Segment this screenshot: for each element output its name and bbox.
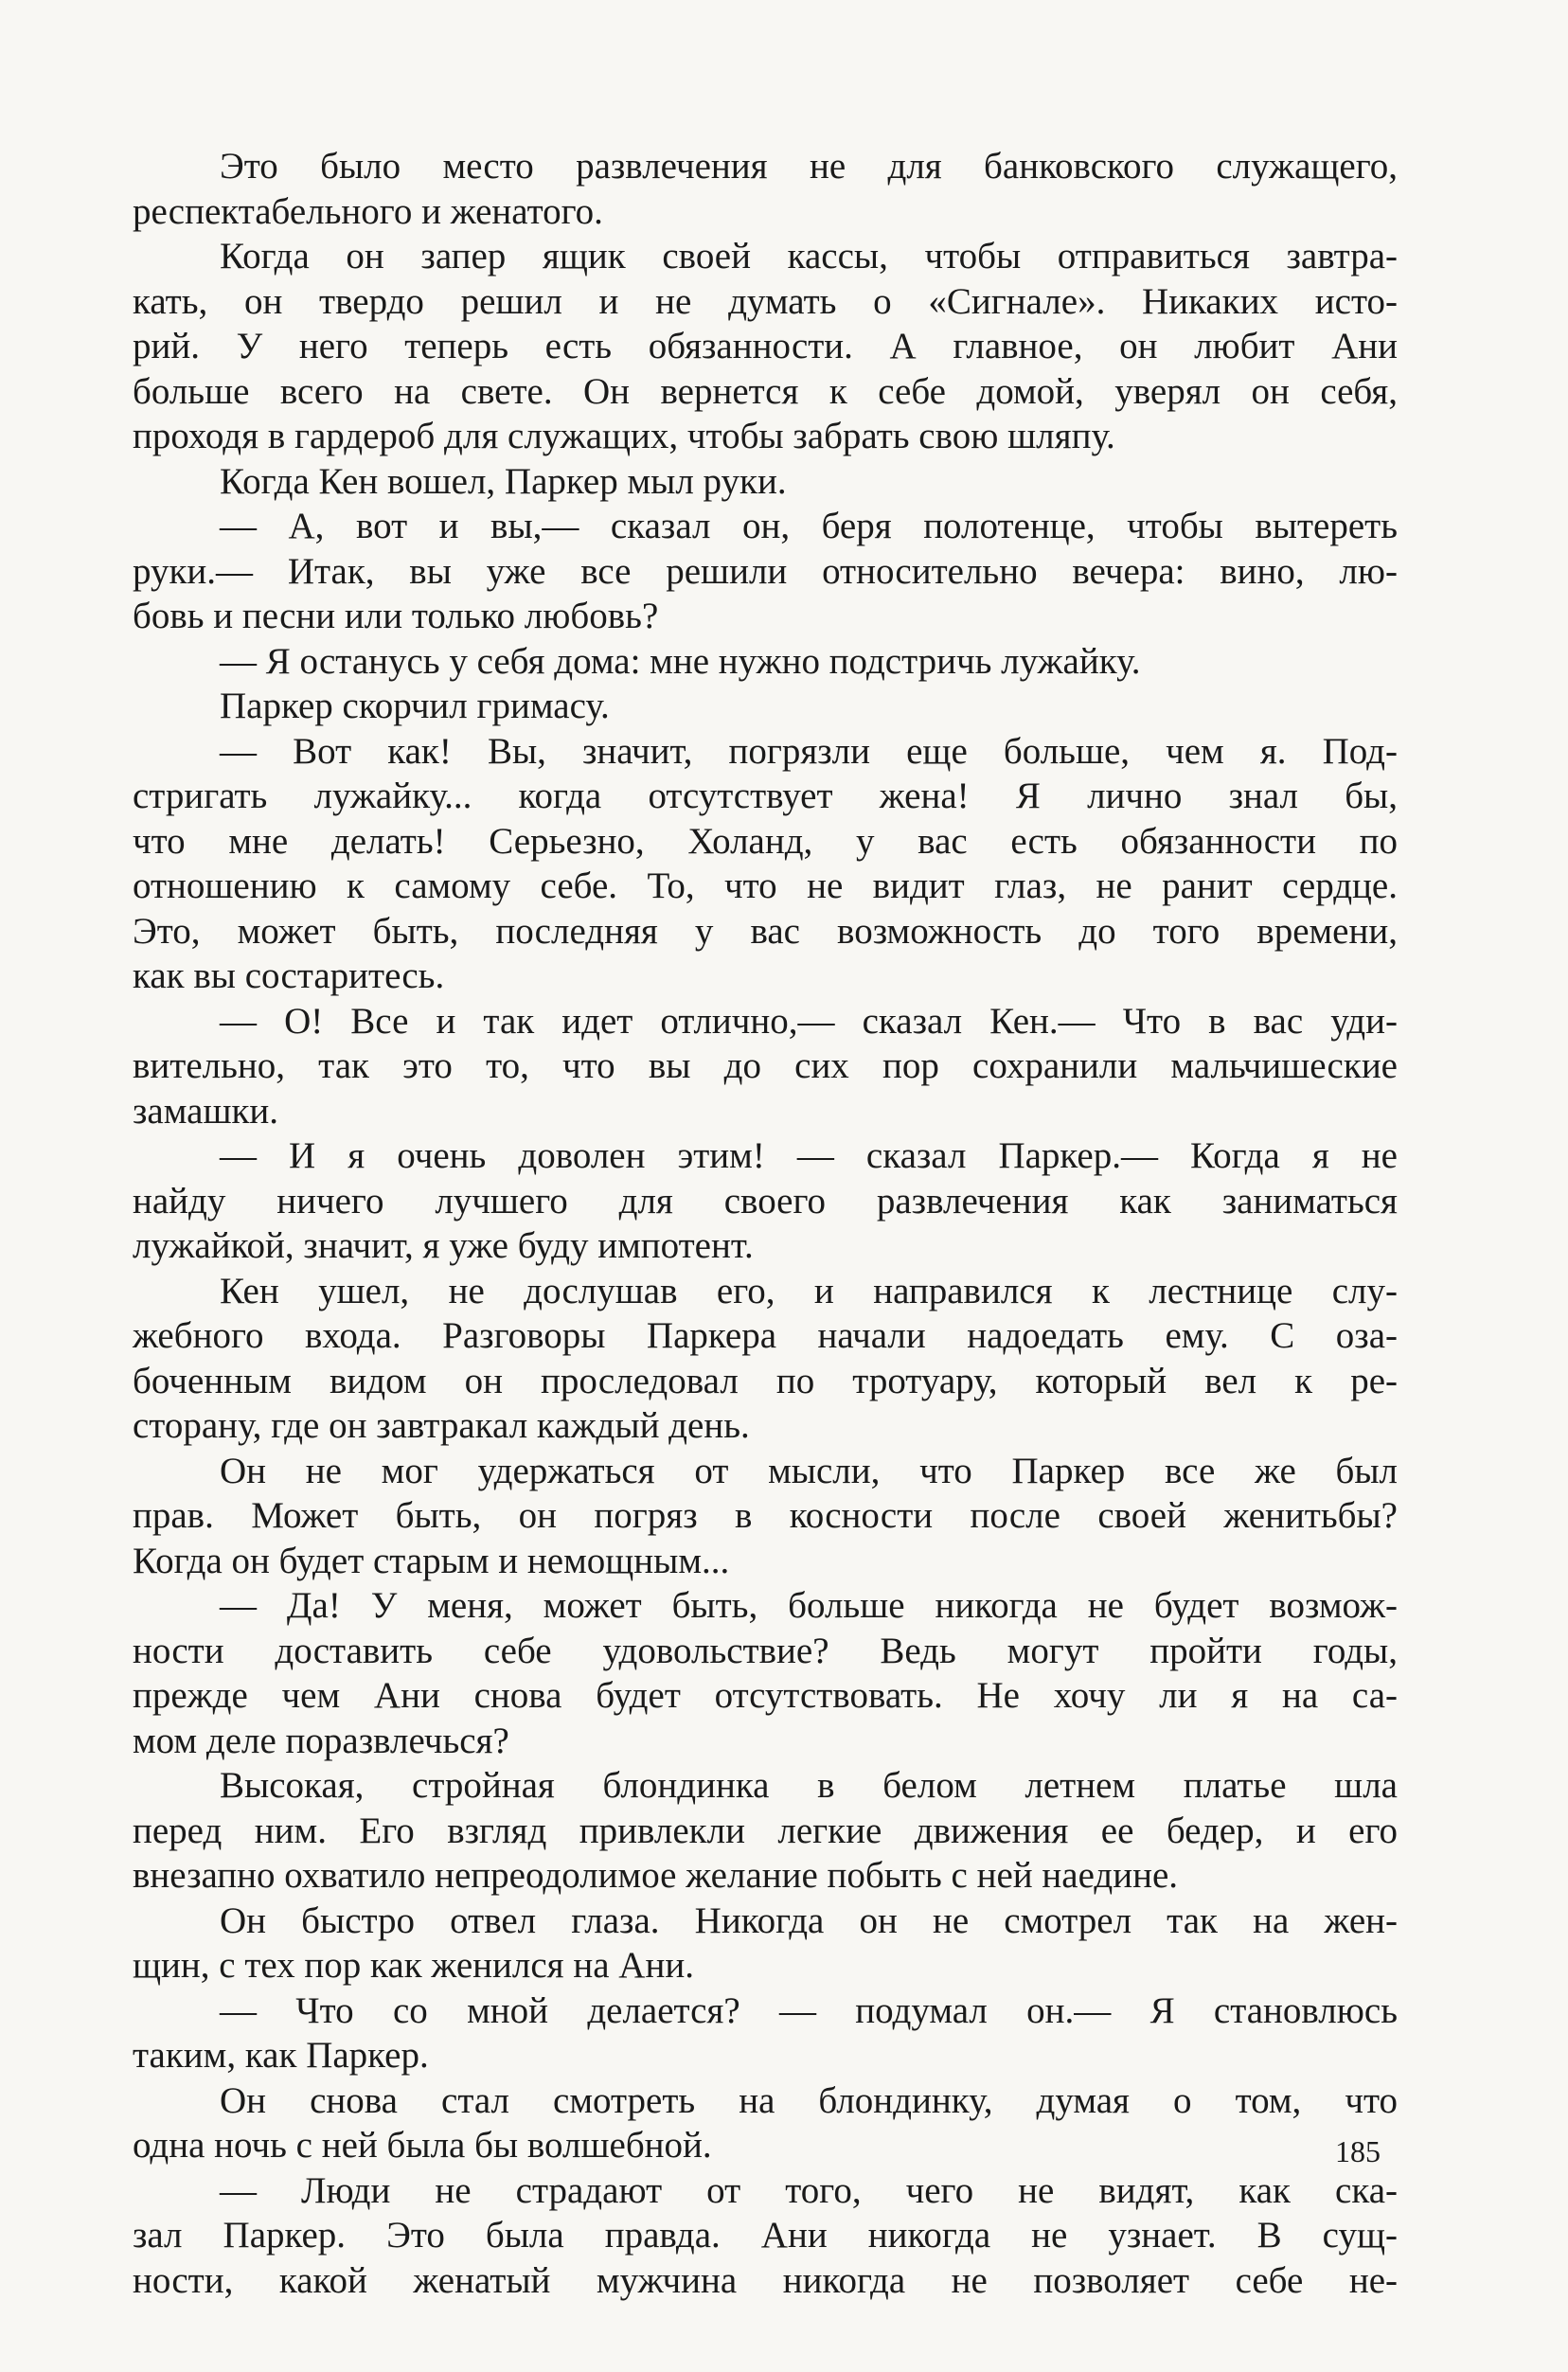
text-line: — Я останусь у себя дома: мне нужно подстричь лужайку. bbox=[220, 640, 1141, 682]
text-line: бовь и песни или только любовь? bbox=[133, 596, 659, 636]
text-line: кать, он твердо решил и не думать о «Сигнале». Никаких исто- bbox=[133, 280, 1398, 322]
text-line: боченным видом он проследовал по тротуару, который вел к ре- bbox=[133, 1360, 1398, 1401]
text-line: прав. Может быть, он погряз в косности после своей женитьбы? bbox=[133, 1495, 1398, 1536]
text-line: щин, с тех пор как женился на Ани. bbox=[133, 1945, 694, 1986]
text-line: Когда он запер ящик своей кассы, чтобы отправиться завтра- bbox=[220, 236, 1398, 276]
text-line: — О! Все и так идет отлично,— сказал Кен.— Что в вас уди- bbox=[220, 1000, 1398, 1042]
text-line: одна ночь с ней была бы волшебной. bbox=[133, 2125, 712, 2166]
text-line: Высокая, стройная блондинка в белом летнем платье шла bbox=[220, 1765, 1398, 1806]
text-line: перед ним. Его взгляд привлекли легкие движения ее бедер, и его bbox=[133, 1810, 1398, 1851]
text-line: найду ничего лучшего для своего развлечения как заниматься bbox=[133, 1180, 1398, 1222]
text-line: зал Паркер. Это была правда. Ани никогда не узнает. В сущ- bbox=[133, 2215, 1398, 2256]
text-line: ности, какой женатый мужчина никогда не позволяет себе не- bbox=[133, 2259, 1398, 2301]
text-line: — Что со мной делается? — подумал он.— Я становлюсь bbox=[220, 1989, 1398, 2031]
text-line: Когда он будет старым и немощным... bbox=[133, 1540, 730, 1581]
text-line: Это было место развлечения не для банковского служащего, bbox=[220, 146, 1398, 187]
page-number: 185 bbox=[1335, 2134, 1381, 2168]
text-line: ности доставить себе удовольствие? Ведь могут пройти годы, bbox=[133, 1630, 1398, 1671]
text-line: жебного входа. Разговоры Паркера начали надоедать ему. С оза- bbox=[133, 1315, 1398, 1356]
text-line: прежде чем Ани снова будет отсутствовать. Не хочу ли я на са- bbox=[133, 1675, 1398, 1716]
text-line: рий. У него теперь есть обязанности. А главное, он любит Ани bbox=[133, 326, 1398, 366]
text-line: как вы состаритесь. bbox=[133, 955, 445, 996]
text-line: — Вот как! Вы, значит, погрязли еще больше, чем я. Под- bbox=[220, 730, 1398, 772]
text-line: — И я очень доволен этим! — сказал Паркер.— Когда я не bbox=[220, 1135, 1398, 1176]
text-line: больше всего на свете. Он вернется к себе домой, уверял он себя, bbox=[133, 370, 1398, 412]
text-line: Он быстро отвел глаза. Никогда он не смотрел так на жен- bbox=[220, 1899, 1398, 1941]
text-line: проходя в гардероб для служащих, чтобы забрать свою шляпу. bbox=[133, 416, 1115, 456]
text-line: сторану, где он завтракал каждый день. bbox=[133, 1405, 750, 1446]
text-line: — А, вот и вы,— сказал он, беря полотенце, чтобы вытереть bbox=[220, 506, 1398, 546]
text-line: руки.— Итак, вы уже все решили относительно вечера: вино, лю- bbox=[133, 550, 1398, 592]
text-line: замашки. bbox=[133, 1090, 279, 1132]
text-line: внезапно охватило непреодолимое желание побыть с ней наедине. bbox=[133, 1855, 1179, 1896]
text-line: Кен ушел, не дослушав его, и направился к лестнице слу- bbox=[220, 1270, 1398, 1311]
text-line: Он не мог удержаться от мысли, что Паркер все же был bbox=[220, 1450, 1398, 1491]
text-line: Когда Кен вошел, Паркер мыл руки. bbox=[220, 460, 787, 502]
text-line: стригать лужайку... когда отсутствует жена! Я лично знал бы, bbox=[133, 776, 1398, 816]
text-line: мом деле поразвлечься? bbox=[133, 1720, 509, 1761]
text-line: — Люди не страдают от того, чего не видят, как ска- bbox=[220, 2169, 1398, 2211]
text-line: вительно, так это то, что вы до сих пор сохранили мальчишеские bbox=[133, 1045, 1398, 1086]
text-line: отношению к самому себе. То, что не видит глаз, не ранит сердце. bbox=[133, 865, 1398, 906]
body-text bbox=[133, 144, 1398, 2303]
text-line: лужайкой, значит, я уже буду импотент. bbox=[133, 1225, 754, 1266]
text-line: что мне делать! Серьезно, Холанд, у вас есть обязанности по bbox=[133, 820, 1398, 862]
text-line: Паркер скорчил гримасу. bbox=[220, 686, 610, 726]
text-line: Он снова стал смотреть на блондинку, думая о том, что bbox=[220, 2079, 1398, 2121]
text-line: респектабельного и женатого. bbox=[133, 190, 603, 232]
text-line: таким, как Паркер. bbox=[133, 2035, 429, 2076]
text-line: — Да! У меня, может быть, больше никогда не будет возмож- bbox=[220, 1585, 1398, 1626]
text-line: Это, может быть, последняя у вас возможность до того времени, bbox=[133, 910, 1398, 952]
